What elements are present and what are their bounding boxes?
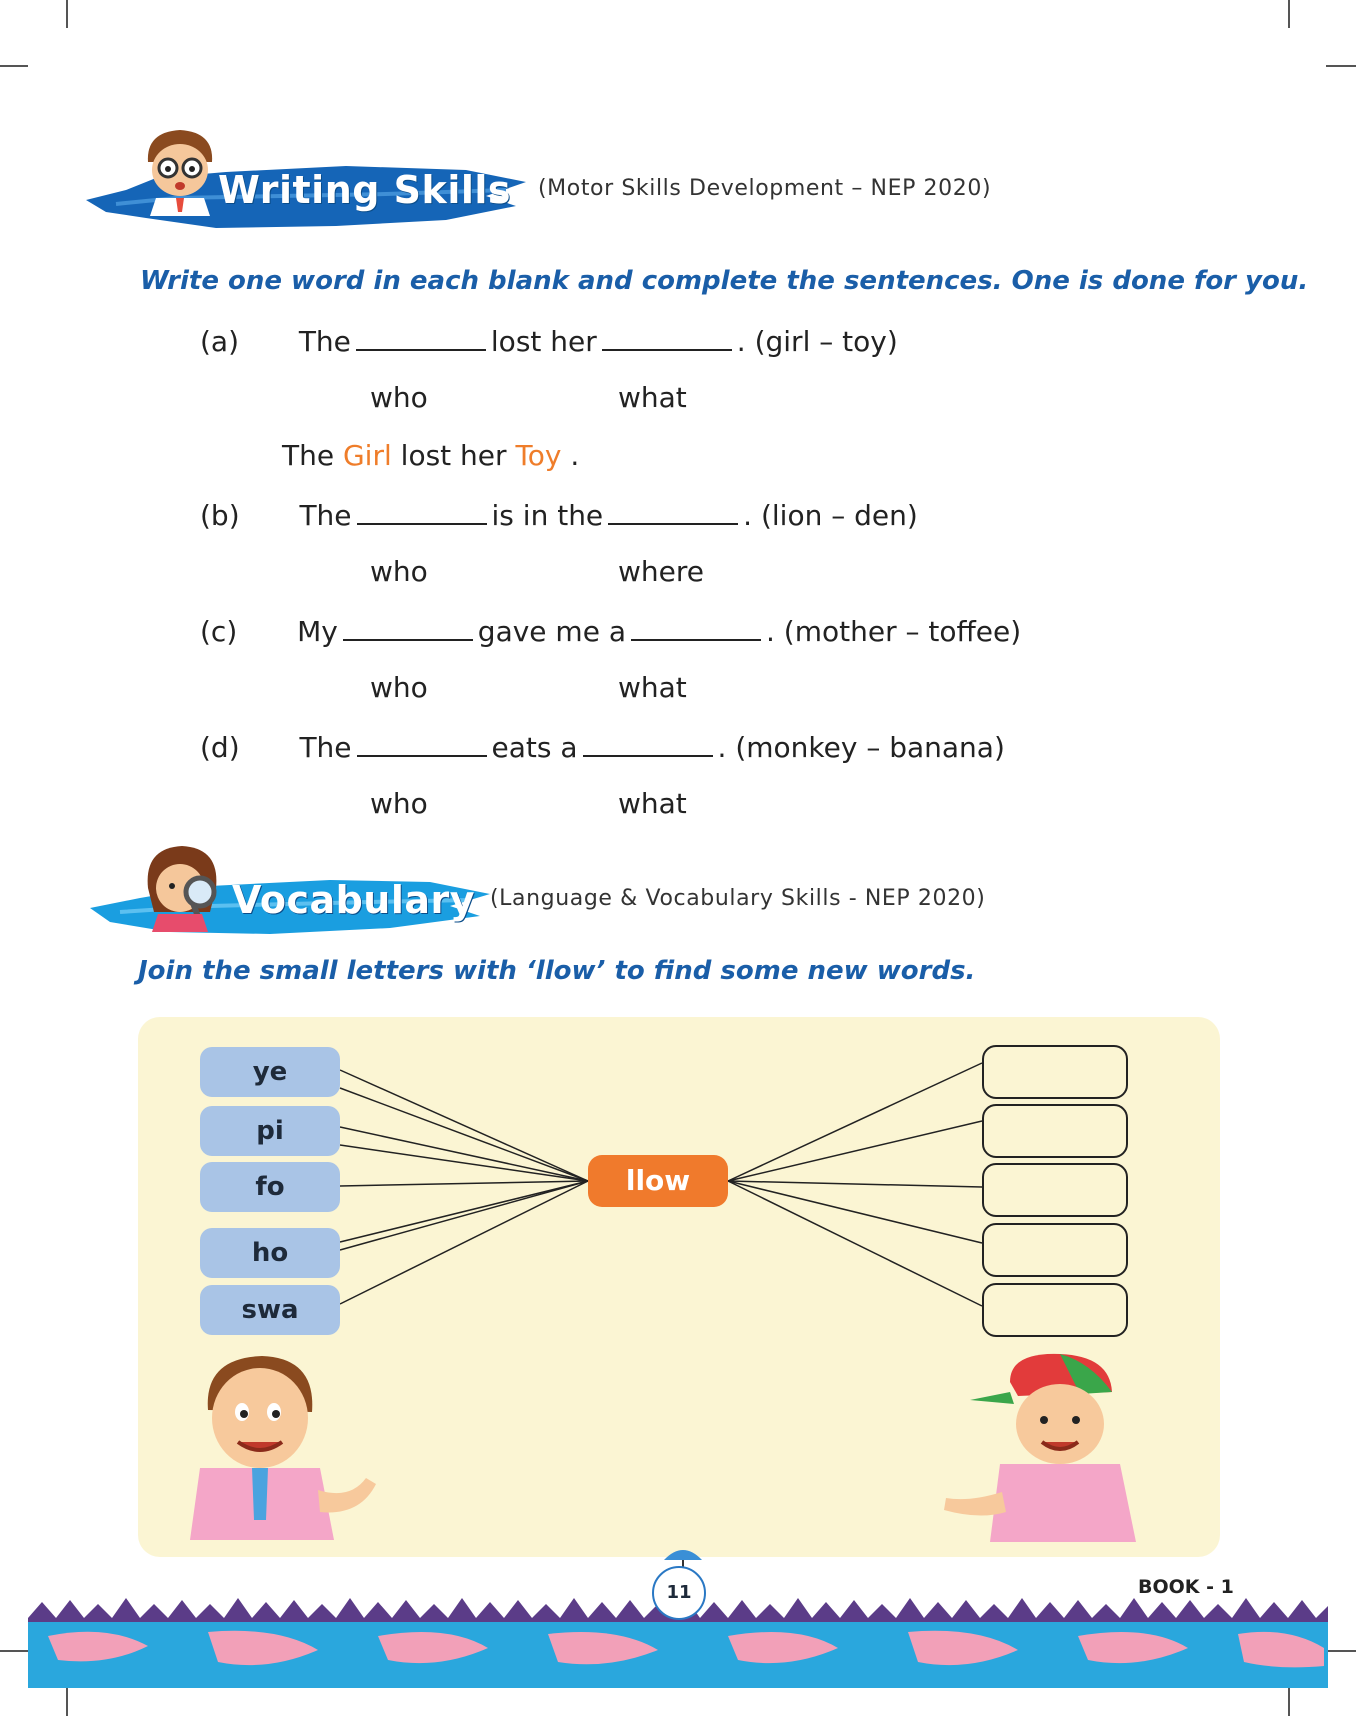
hint-what: what — [618, 671, 687, 704]
vocabulary-title: Vocabulary — [232, 878, 476, 922]
syllable-ho[interactable]: ho — [200, 1228, 340, 1278]
exercise-label: (c) — [200, 615, 238, 648]
exercise-label: (b) — [200, 499, 240, 532]
example-answer: The Girl lost her Toy . — [282, 439, 580, 472]
writing-skills-subtitle: (Motor Skills Development – NEP 2020) — [538, 176, 992, 201]
exercise-a: (a) The lost her . (girl – toy) — [200, 325, 898, 358]
answer-box-5[interactable] — [982, 1283, 1128, 1337]
hint-who: who — [370, 555, 428, 588]
answer-word: Girl — [342, 439, 392, 472]
answer-word: Toy — [515, 439, 562, 472]
syllable-ye[interactable]: ye — [200, 1047, 340, 1097]
hint-where: where — [618, 555, 704, 588]
hint-who: who — [370, 671, 428, 704]
answer-box-2[interactable] — [982, 1104, 1128, 1158]
exercise-d: (d) The eats a . (monkey – banana) — [200, 731, 1005, 764]
page-number: 11 — [652, 1566, 706, 1620]
exercise-label: (a) — [200, 325, 240, 358]
answer-box-3[interactable] — [982, 1163, 1128, 1217]
hint-what: what — [618, 381, 687, 414]
writing-instruction: Write one word in each blank and complete the sentences. One is done for you. — [140, 266, 1309, 296]
syllable-pi[interactable]: pi — [200, 1106, 340, 1156]
hint-who: who — [370, 787, 428, 820]
writing-skills-title: Writing Skills — [218, 168, 512, 212]
vocabulary-subtitle: (Language & Vocabulary Skills - NEP 2020) — [490, 886, 986, 911]
boy-right-illustration — [940, 1352, 1150, 1542]
syllable-swa[interactable]: swa — [200, 1285, 340, 1335]
syllable-fo[interactable]: fo — [200, 1162, 340, 1212]
book-label: BOOK - 1 — [1138, 1576, 1234, 1598]
boy-left-illustration — [190, 1350, 390, 1540]
exercise-b: (b) The is in the . (lion – den) — [200, 499, 918, 532]
answer-box-1[interactable] — [982, 1045, 1128, 1099]
center-llow: llow — [588, 1155, 728, 1207]
exercise-c: (c) My gave me a . (mother – toffee) — [200, 615, 1022, 648]
vocabulary-instruction: Join the small letters with ‘llow’ to find some new words. — [138, 956, 976, 986]
hint-what: what — [618, 787, 687, 820]
hint-who: who — [370, 381, 428, 414]
exercise-label: (d) — [200, 731, 240, 764]
answer-box-4[interactable] — [982, 1223, 1128, 1277]
